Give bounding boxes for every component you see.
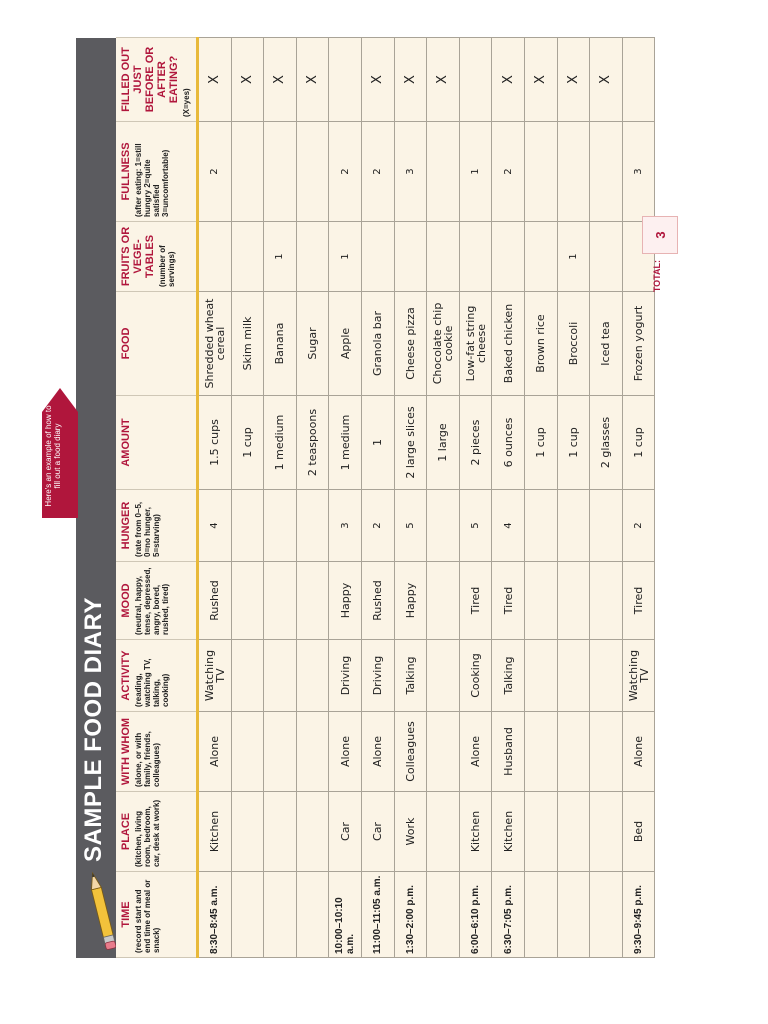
header-row bbox=[116, 38, 198, 958]
table-cell bbox=[264, 122, 297, 222]
table-cell bbox=[557, 490, 590, 562]
table-cell: 6:00–6:10 p.m. bbox=[459, 872, 492, 958]
table-cell: 2 bbox=[622, 490, 655, 562]
table-cell bbox=[427, 872, 460, 958]
table-cell bbox=[459, 222, 492, 292]
table-cell: Happy bbox=[329, 562, 362, 640]
table-cell: Rushed bbox=[361, 562, 394, 640]
table-cell: 1 bbox=[361, 396, 394, 490]
table-cell bbox=[296, 222, 329, 292]
table-cell bbox=[524, 122, 557, 222]
table-cell: Alone bbox=[459, 712, 492, 792]
table-cell: Kitchen bbox=[459, 792, 492, 872]
table-cell bbox=[264, 562, 297, 640]
table-cell: 3 bbox=[394, 122, 427, 222]
table-cell: Colleagues bbox=[394, 712, 427, 792]
table-cell: 6:30–7:05 p.m. bbox=[492, 872, 525, 958]
table-cell bbox=[524, 640, 557, 712]
table-row bbox=[590, 38, 623, 958]
table-cell: Rushed bbox=[198, 562, 232, 640]
table-row bbox=[231, 38, 264, 958]
table-cell: Driving bbox=[361, 640, 394, 712]
table-cell bbox=[296, 872, 329, 958]
table-cell: Baked chicken bbox=[492, 292, 525, 396]
table-cell bbox=[427, 640, 460, 712]
table-row bbox=[329, 38, 362, 958]
column-header bbox=[116, 292, 198, 396]
food-diary-sheet bbox=[44, 38, 686, 958]
table-row bbox=[557, 38, 590, 958]
table-cell bbox=[524, 222, 557, 292]
column-note: (number of servings) bbox=[158, 245, 176, 287]
table-cell bbox=[427, 222, 460, 292]
table-cell: Alone bbox=[329, 712, 362, 792]
table-cell: 2 bbox=[329, 122, 362, 222]
table-cell bbox=[296, 122, 329, 222]
table-cell: Driving bbox=[329, 640, 362, 712]
table-cell bbox=[361, 222, 394, 292]
diary-table bbox=[116, 37, 655, 958]
table-cell bbox=[557, 872, 590, 958]
table-cell bbox=[590, 872, 623, 958]
table-cell: X bbox=[492, 38, 525, 122]
table-cell bbox=[524, 712, 557, 792]
table-cell bbox=[622, 38, 655, 122]
column-header bbox=[116, 490, 198, 562]
table-cell bbox=[296, 640, 329, 712]
column-note: (kitchen, living room, bedroom, car, desk at work) bbox=[134, 799, 161, 867]
table-cell bbox=[524, 792, 557, 872]
table-cell: 1 cup bbox=[524, 396, 557, 490]
table-cell bbox=[231, 712, 264, 792]
table-cell: Watching TV bbox=[622, 640, 655, 712]
table-cell: X bbox=[557, 38, 590, 122]
table-cell bbox=[296, 792, 329, 872]
column-header bbox=[116, 712, 198, 792]
table-row bbox=[361, 38, 394, 958]
table-cell: 11:00–11:05 a.m. bbox=[361, 872, 394, 958]
total-label: TOTAL: bbox=[652, 260, 662, 293]
table-cell bbox=[231, 640, 264, 712]
column-note: (neutral, happy, tense, depressed, angry, bored, rushed, tired) bbox=[134, 567, 170, 635]
table-cell bbox=[459, 38, 492, 122]
column-title: PLACE bbox=[120, 812, 132, 851]
column-header bbox=[116, 122, 198, 222]
table-cell: 1 cup bbox=[231, 396, 264, 490]
table-cell: Car bbox=[329, 792, 362, 872]
table-cell: Bed bbox=[622, 792, 655, 872]
column-title: FILLED OUT JUST BEFORE OR AFTER EATING? bbox=[120, 46, 180, 113]
table-cell: Apple bbox=[329, 292, 362, 396]
table-cell bbox=[296, 712, 329, 792]
table-cell: 5 bbox=[459, 490, 492, 562]
table-cell: Work bbox=[394, 792, 427, 872]
table-cell bbox=[557, 640, 590, 712]
table-cell: 1 medium bbox=[264, 396, 297, 490]
column-title: HUNGER bbox=[120, 501, 132, 550]
table-cell bbox=[198, 222, 232, 292]
table-cell: Kitchen bbox=[198, 792, 232, 872]
column-header bbox=[116, 872, 198, 958]
table-cell: 2 glasses bbox=[590, 396, 623, 490]
table-row bbox=[198, 38, 232, 958]
table-cell: Skim milk bbox=[231, 292, 264, 396]
table-row bbox=[459, 38, 492, 958]
table-cell bbox=[557, 712, 590, 792]
table-cell bbox=[557, 562, 590, 640]
table-cell: Alone bbox=[361, 712, 394, 792]
column-title: WITH WHOM bbox=[120, 717, 132, 786]
table-cell: Shredded wheat cereal bbox=[198, 292, 232, 396]
column-title: FRUITS OR VEGE-TABLES bbox=[120, 226, 156, 287]
table-cell: 1 bbox=[329, 222, 362, 292]
table-cell bbox=[492, 222, 525, 292]
table-cell bbox=[427, 122, 460, 222]
table-cell: 1 bbox=[459, 122, 492, 222]
column-title: AMOUNT bbox=[120, 418, 132, 467]
table-row bbox=[427, 38, 460, 958]
table-cell: Tired bbox=[622, 562, 655, 640]
title-banner bbox=[76, 38, 116, 958]
table-cell bbox=[231, 872, 264, 958]
table-cell bbox=[590, 122, 623, 222]
table-cell bbox=[524, 562, 557, 640]
column-note: (after eating: 1=still hungry 2=quite satisfied 3=uncomfortable) bbox=[134, 143, 170, 217]
table-cell: 1 medium bbox=[329, 396, 362, 490]
table-cell bbox=[590, 640, 623, 712]
table-cell: X bbox=[524, 38, 557, 122]
table-cell bbox=[264, 792, 297, 872]
table-cell: Tired bbox=[492, 562, 525, 640]
table-cell: Happy bbox=[394, 562, 427, 640]
table-cell: Talking bbox=[394, 640, 427, 712]
example-callout: Here's an example of how to fill out a food diary bbox=[44, 405, 62, 507]
table-cell bbox=[264, 872, 297, 958]
table-cell: 1 bbox=[264, 222, 297, 292]
table-cell: Brown rice bbox=[524, 292, 557, 396]
table-cell bbox=[590, 562, 623, 640]
table-cell: 8:30–8:45 a.m. bbox=[198, 872, 232, 958]
table-cell: 10:00–10:10 a.m. bbox=[329, 872, 362, 958]
table-cell bbox=[557, 122, 590, 222]
table-cell: Granola bar bbox=[361, 292, 394, 396]
column-title: MOOD bbox=[120, 583, 132, 618]
table-cell bbox=[590, 490, 623, 562]
table-cell: 4 bbox=[198, 490, 232, 562]
total-block bbox=[642, 208, 676, 308]
table-cell: X bbox=[296, 38, 329, 122]
table-row bbox=[524, 38, 557, 958]
table-cell: 6 ounces bbox=[492, 396, 525, 490]
table-cell: X bbox=[264, 38, 297, 122]
table-cell bbox=[231, 792, 264, 872]
table-row bbox=[492, 38, 525, 958]
table-cell bbox=[427, 490, 460, 562]
table-cell bbox=[524, 490, 557, 562]
table-cell: Cooking bbox=[459, 640, 492, 712]
table-cell: 1 cup bbox=[557, 396, 590, 490]
column-header bbox=[116, 562, 198, 640]
table-cell bbox=[231, 562, 264, 640]
table-cell: X bbox=[231, 38, 264, 122]
column-header bbox=[116, 640, 198, 712]
table-cell: 1 large bbox=[427, 396, 460, 490]
table-cell: Chocolate chip cookie bbox=[427, 292, 460, 396]
table-cell bbox=[264, 490, 297, 562]
table-cell: Broccoli bbox=[557, 292, 590, 396]
table-cell bbox=[557, 792, 590, 872]
table-cell bbox=[264, 640, 297, 712]
table-cell bbox=[329, 38, 362, 122]
table-cell bbox=[296, 562, 329, 640]
table-cell bbox=[427, 712, 460, 792]
column-header bbox=[116, 222, 198, 292]
table-cell: 2 teaspoons bbox=[296, 396, 329, 490]
column-title: FOOD bbox=[120, 327, 132, 360]
table-cell bbox=[590, 712, 623, 792]
column-header bbox=[116, 396, 198, 490]
table-cell bbox=[231, 490, 264, 562]
table-cell bbox=[231, 222, 264, 292]
column-note: (rate from 0–5, 0=no hunger, 5=starving) bbox=[134, 501, 161, 557]
table-cell bbox=[296, 490, 329, 562]
table-cell: 1:30–2:00 p.m. bbox=[394, 872, 427, 958]
table-cell: Cheese pizza bbox=[394, 292, 427, 396]
column-title: ACTIVITY bbox=[120, 650, 132, 701]
page-title: SAMPLE FOOD DIARY bbox=[80, 597, 107, 862]
table-cell: X bbox=[198, 38, 232, 122]
table-cell: Talking bbox=[492, 640, 525, 712]
table-row bbox=[264, 38, 297, 958]
table-cell: 3 bbox=[329, 490, 362, 562]
table-cell: 5 bbox=[394, 490, 427, 562]
table-cell: 2 pieces bbox=[459, 396, 492, 490]
table-cell: 2 bbox=[198, 122, 232, 222]
table-cell: Iced tea bbox=[590, 292, 623, 396]
table-cell: Low-fat string cheese bbox=[459, 292, 492, 396]
table-cell: Alone bbox=[198, 712, 232, 792]
table-cell: Watching TV bbox=[198, 640, 232, 712]
table-cell: X bbox=[361, 38, 394, 122]
table-cell bbox=[394, 222, 427, 292]
table-cell: 1.5 cups bbox=[198, 396, 232, 490]
table-row bbox=[622, 38, 655, 958]
table-cell: X bbox=[394, 38, 427, 122]
table-cell: X bbox=[427, 38, 460, 122]
table-cell: Car bbox=[361, 792, 394, 872]
column-note: (record start and end time of meal or snack) bbox=[134, 879, 161, 953]
column-header bbox=[116, 792, 198, 872]
table-cell bbox=[524, 872, 557, 958]
table-cell: X bbox=[590, 38, 623, 122]
column-note: (alone, or with family, friends, colleagues) bbox=[134, 731, 161, 787]
table-cell: 9:30–9:45 p.m. bbox=[622, 872, 655, 958]
table-cell bbox=[264, 712, 297, 792]
diary-rows bbox=[198, 38, 655, 958]
table-cell: Alone bbox=[622, 712, 655, 792]
table-row bbox=[296, 38, 329, 958]
table-cell: Banana bbox=[264, 292, 297, 396]
table-cell: Sugar bbox=[296, 292, 329, 396]
table-cell: Tired bbox=[459, 562, 492, 640]
pencil-icon bbox=[86, 862, 116, 952]
column-header bbox=[116, 38, 198, 122]
table-row bbox=[394, 38, 427, 958]
column-note: (reading, watching TV, talking, cooking) bbox=[134, 658, 170, 707]
column-title: TIME bbox=[120, 901, 132, 928]
table-cell bbox=[427, 792, 460, 872]
column-note: (X=yes) bbox=[182, 88, 191, 117]
table-cell: 2 large slices bbox=[394, 396, 427, 490]
table-cell: 2 bbox=[361, 490, 394, 562]
table-cell: 1 bbox=[557, 222, 590, 292]
table-cell: Frozen yogurt bbox=[622, 292, 655, 396]
table-cell: 2 bbox=[492, 122, 525, 222]
table-cell: Kitchen bbox=[492, 792, 525, 872]
table-cell bbox=[231, 122, 264, 222]
table-cell bbox=[590, 222, 623, 292]
column-title: FULLNESS bbox=[120, 142, 132, 201]
table-cell: Husband bbox=[492, 712, 525, 792]
table-cell: 4 bbox=[492, 490, 525, 562]
total-value: 3 bbox=[642, 216, 678, 254]
table-cell: 3 bbox=[622, 122, 655, 222]
table-cell: 2 bbox=[361, 122, 394, 222]
table-cell bbox=[427, 562, 460, 640]
table-cell bbox=[590, 792, 623, 872]
table-cell: 1 cup bbox=[622, 396, 655, 490]
